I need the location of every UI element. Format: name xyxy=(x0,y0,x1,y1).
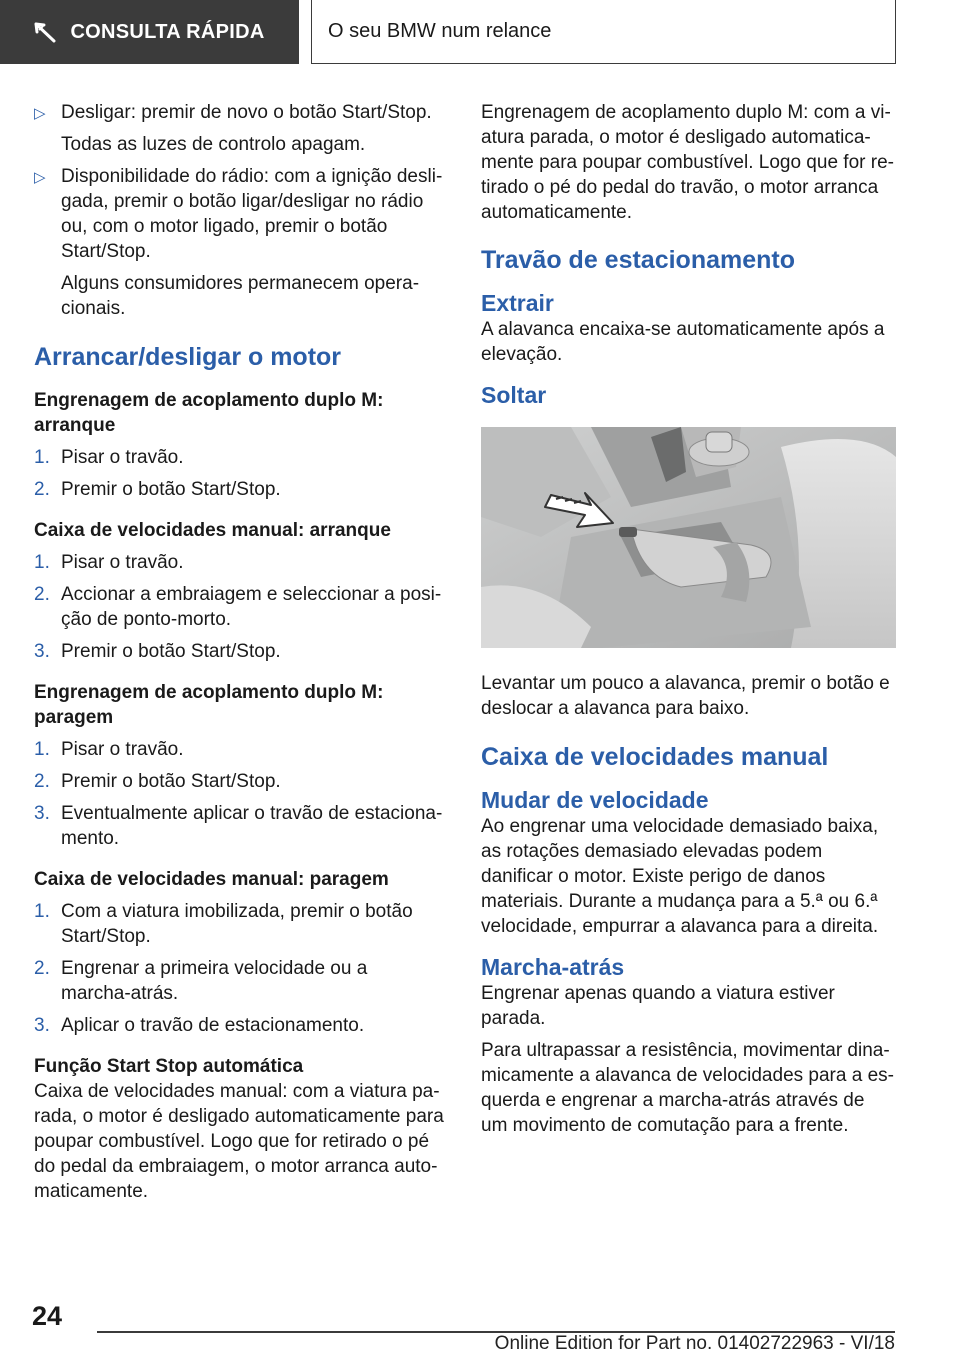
step-text: Eventualmente aplicar o travão de estacionamento. xyxy=(61,803,443,849)
list-item xyxy=(34,639,446,664)
section-heading: Travão de estacionamento xyxy=(481,246,796,274)
subsection-title: Caixa de velocidades manual: paragem xyxy=(34,869,389,890)
step-number: 2. xyxy=(34,771,50,792)
step-text: Pisar o travão. xyxy=(61,447,184,468)
bullet-text: Todas as luzes de controlo apagam. xyxy=(61,134,366,155)
subsection-title: Marcha-atrás xyxy=(481,954,625,980)
step-text: Accionar a embraiagem e seleccionar a posição de ponto-morto. xyxy=(61,584,442,630)
list-item xyxy=(34,769,446,794)
list-item xyxy=(34,445,446,470)
footer-edition: Online Edition for Part no. 01402722963 - VI/18 xyxy=(494,1333,895,1354)
list-item xyxy=(34,477,446,502)
step-number: 1. xyxy=(34,552,50,573)
header-tab-label: CONSULTA RÁPIDA xyxy=(70,20,265,43)
subsection-title: Engrenagem de acoplamento duplo M: arranque xyxy=(34,390,384,436)
page-number: 24 xyxy=(32,1301,63,1331)
subsection-title: Soltar xyxy=(481,382,547,408)
list-item xyxy=(34,956,446,1006)
list-item xyxy=(34,1013,446,1038)
paragraph: Caixa de velocidades manual: com a viatura parada, o motor é desligado automaticamente para poupar combustível. Logo que for retirado o pé do pedal da embraiagem, o motor arranca automaticamente. xyxy=(34,1081,444,1202)
step-text: Aplicar o travão de estacionamento. xyxy=(61,1015,365,1036)
header-section xyxy=(311,0,896,64)
step-text: Premir o botão Start/Stop. xyxy=(61,641,281,662)
bullet-text: Alguns consumidores permanecem operacionais. xyxy=(61,273,420,319)
subsection-title: Extrair xyxy=(481,290,554,316)
right-column xyxy=(481,100,896,1145)
quick-reference-icon xyxy=(34,21,56,43)
subsection-title: Função Start Stop automática xyxy=(34,1056,304,1077)
paragraph: Engrenar apenas quando a viatura estiver parada. xyxy=(481,983,835,1029)
list-item xyxy=(34,582,446,632)
step-number: 2. xyxy=(34,479,50,500)
step-number: 1. xyxy=(34,901,50,922)
figure-caption: Levantar um pouco a alavanca, premir o botão e deslocar a alavanca para baixo. xyxy=(481,673,890,719)
step-text: Com a viatura imobilizada, premir o botão Start/Stop. xyxy=(61,901,413,947)
step-number: 3. xyxy=(34,641,50,662)
list-item xyxy=(34,899,446,949)
parking-brake-illustration xyxy=(481,427,896,648)
paragraph: Ao engrenar uma velocidade demasiado baixa, as rotações demasiado elevadas podem danificar o motor. Existe perigo de danos materiais. Durante a mudança para a 5.ª ou 6.ª velocidade, empurrar a alavanca para a direita. xyxy=(481,816,879,937)
paragraph: Para ultrapassar a resistência, movimentar dinamicamente a alavanca de velocidades para a esquerda e engrenar a marcha-atrás através de um movimento de comutação para a frente. xyxy=(481,1040,894,1136)
triangle-bullet-icon: ▷ xyxy=(34,105,46,122)
step-number: 3. xyxy=(34,803,50,824)
list-item xyxy=(34,550,446,575)
bullet-text: Disponibilidade do rádio: com a ignição desligada, premir o botão ligar/desligar no rádio ou, com o motor ligado, premir o botão Start/Stop. xyxy=(61,166,443,262)
step-text: Pisar o travão. xyxy=(61,552,184,573)
list-item xyxy=(34,737,446,762)
triangle-bullet-icon: ▷ xyxy=(34,169,46,186)
subsection-title: Caixa de velocidades manual: arranque xyxy=(34,520,391,541)
header-section-label: O seu BMW num relance xyxy=(328,20,552,42)
step-number: 2. xyxy=(34,958,50,979)
step-number: 1. xyxy=(34,447,50,468)
bullet-text: Desligar: premir de novo o botão Start/Stop. xyxy=(61,102,432,123)
step-text: Engrenar a primeira velocidade ou a marcha-atrás. xyxy=(61,958,368,1004)
left-column xyxy=(34,100,446,1211)
step-text: Premir o botão Start/Stop. xyxy=(61,771,281,792)
list-item xyxy=(34,801,446,851)
section-heading: Arrancar/desligar o motor xyxy=(34,343,342,371)
paragraph: Engrenagem de acoplamento duplo M: com a viatura parada, o motor é desligado automaticamente para poupar combustível. Logo que for retirado o pé do pedal do travão, o motor arranca automaticamente. xyxy=(481,102,894,223)
section-heading: Caixa de velocidades manual xyxy=(481,743,829,771)
step-number: 2. xyxy=(34,584,50,605)
subsection-title: Engrenagem de acoplamento duplo M: paragem xyxy=(34,682,384,728)
header-tab[interactable] xyxy=(0,0,299,64)
step-number: 3. xyxy=(34,1015,50,1036)
step-text: Pisar o travão. xyxy=(61,739,184,760)
bullet-item xyxy=(34,100,446,157)
subsection-title: Mudar de velocidade xyxy=(481,787,709,813)
step-number: 1. xyxy=(34,739,50,760)
bullet-item xyxy=(34,164,446,321)
paragraph: A alavanca encaixa-se automaticamente após a elevação. xyxy=(481,319,885,365)
step-text: Premir o botão Start/Stop. xyxy=(61,479,281,500)
